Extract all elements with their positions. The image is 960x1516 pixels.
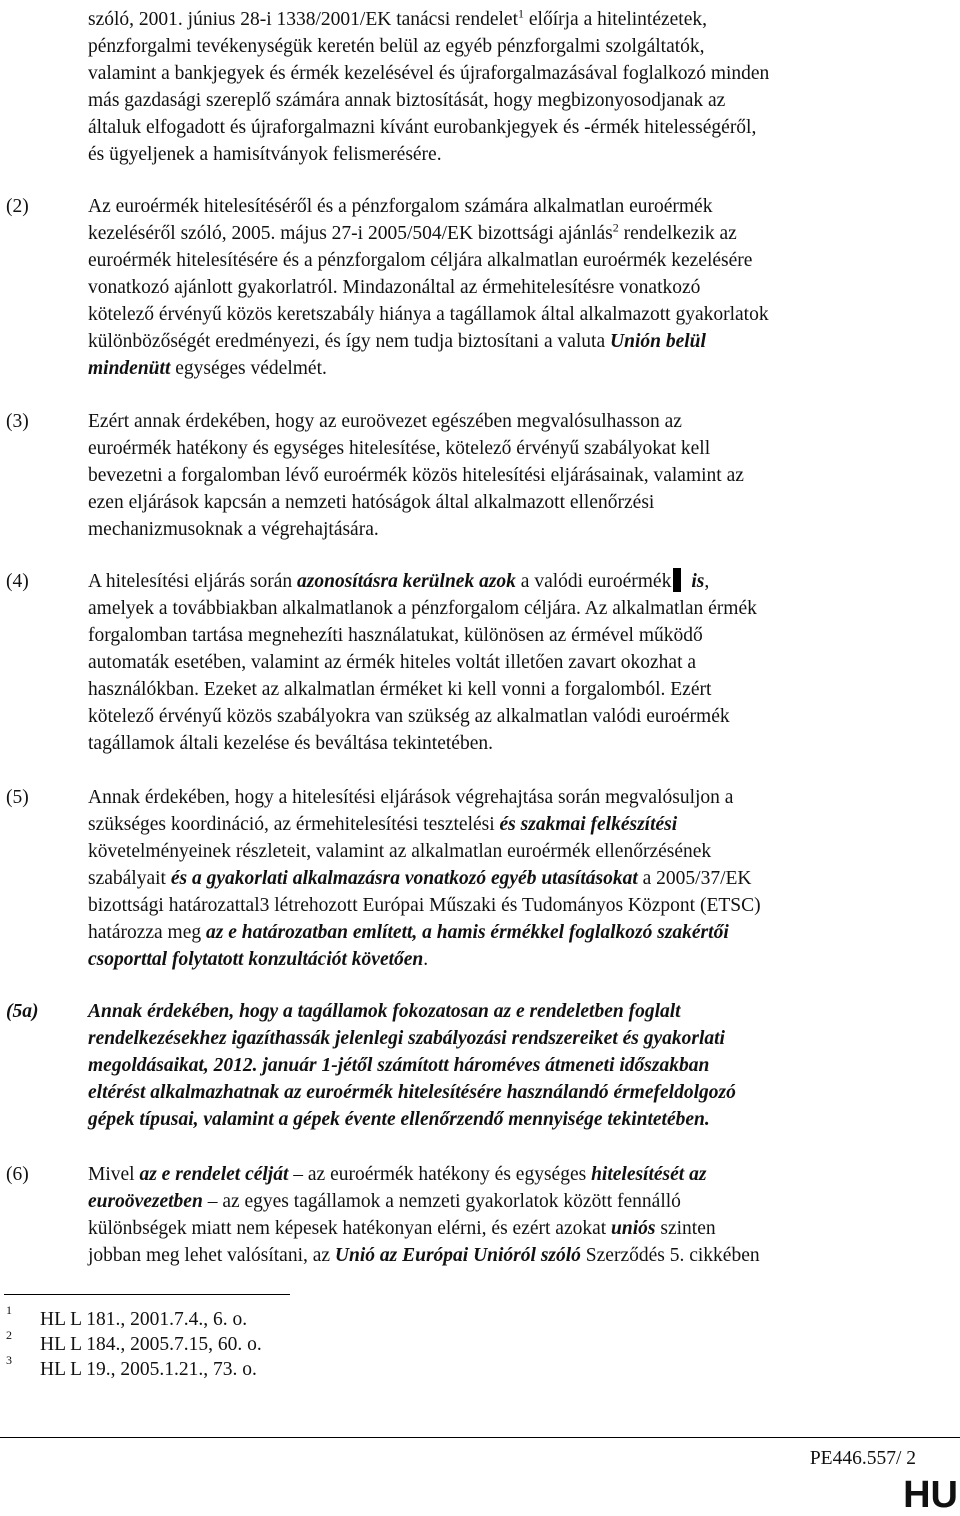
text-line: mechanizmusoknak a végrehajtására. <box>88 519 379 540</box>
text-span: a valódi euroérmék <box>515 571 672 592</box>
text-span: , <box>704 571 710 592</box>
text-line: forgalomban tartása megnehezíti használatukat, különösen az érmével működő <box>88 625 703 646</box>
text-span: előírja a hitelintézetek, <box>524 9 708 30</box>
emphasis-text: Unió az Európai Unióról szóló <box>334 1245 581 1266</box>
emphasis-text: euroövezetben <box>88 1191 203 1212</box>
footnote-separator <box>4 1294 290 1295</box>
footnote-text: HL L 184., 2005.7.15, 60. o. <box>40 1334 262 1355</box>
text-line: Ezért annak érdekében, hogy az euroövezet egészében megvalósulhasson az <box>88 411 682 432</box>
text-line <box>88 355 327 382</box>
text-line: megoldásaikat, 2012. január 1-jétől számított hároméves átmeneti időszakban <box>88 1055 710 1076</box>
footnote-text: HL L 181., 2001.7.4., 6. o. <box>40 1309 248 1330</box>
footnote-ref[interactable]: 2 <box>612 220 619 235</box>
emphasis-text: mindenütt <box>88 358 171 379</box>
text-line: bevezetni a forgalomban lévő euroérmék közös hitelesítési eljárásainak, valamint az <box>88 465 744 486</box>
text-line: bizottsági határozattal3 létrehozott Európai Műszaki és Tudományos Központ (ETSC) <box>88 895 761 916</box>
footnote-number: 1 <box>6 1303 12 1317</box>
paragraph-number: (6) <box>6 1164 29 1185</box>
text-line <box>88 1161 706 1188</box>
text-line <box>88 919 729 946</box>
text-line: eltérést alkalmazhatnak az euroérmék hitelesítésére használandó érmefeldolgozó <box>88 1082 736 1103</box>
emphasis-text: és a gyakorlati alkalmazásra vonatkozó egyéb utasításokat <box>170 868 638 889</box>
paragraph-number: (4) <box>6 571 29 592</box>
paragraph-number: (2) <box>6 196 29 217</box>
text-span: A hitelesítési eljárás során <box>88 571 298 592</box>
text-span: Mivel <box>88 1164 140 1185</box>
footer-separator <box>0 1437 960 1438</box>
text-span: rendelkezik az <box>618 223 737 244</box>
emphasis-text: az e határozatban említett, a hamis érmékkel foglalkozó szakértői <box>206 922 729 943</box>
footnote-ref[interactable]: 1 <box>518 6 525 21</box>
footnote-number: 3 <box>6 1353 12 1367</box>
footnote-text: HL L 19., 2005.1.21., 73. o. <box>40 1359 257 1380</box>
text-span: a 2005/37/EK <box>637 868 752 889</box>
text-line <box>88 1215 716 1242</box>
emphasis-text: az e rendelet célját <box>139 1164 289 1185</box>
document-reference: PE446.557/ 2 <box>809 1448 916 1469</box>
text-line: kötelező érvényű közös keretszabály hiánya a tagállamok által alkalmazott gyakorlatok <box>88 304 769 325</box>
text-span: jobban meg lehet valósítani, az <box>88 1245 335 1266</box>
text-span: – az euroérmék hatékony és egységes <box>288 1164 592 1185</box>
text-span: különbözőségét eredményezi, és így nem tudja biztosítani a valuta <box>88 331 611 352</box>
text-line: valamint a bankjegyek és érmék kezelésével és újraforgalmazásával foglalkozó minden <box>88 63 770 84</box>
text-span: határozza meg <box>88 922 207 943</box>
text-line: gépek típusai, valamint a gépek évente ellenőrzendő mennyisége tekintetében. <box>88 1109 710 1130</box>
emphasis-text: és szakmai felkészítési <box>499 814 678 835</box>
text-line: euroérmék hatékony és egységes hitelesítése, kötelező érvényű szabályokat kell <box>88 438 711 459</box>
text-line <box>88 220 737 247</box>
emphasis-text: csoporttal folytatott konzultációt követően <box>88 949 424 970</box>
text-span: . <box>423 949 429 970</box>
text-line: használókban. Ezeket az alkalmatlan érméket ki kell vonni a forgalomból. Ezért <box>88 679 712 700</box>
emphasis-text: hitelesítését az <box>591 1164 707 1185</box>
text-span: – az egyes tagállamok a nemzeti gyakorlatok között fennálló <box>202 1191 681 1212</box>
text-span: különbségek miatt nem képesek hatékonyan elérni, és ezért azokat <box>88 1218 612 1239</box>
footnote-number: 2 <box>6 1328 12 1342</box>
paragraph-number: (5a) <box>6 1001 39 1022</box>
text-line: kötelező érvényű közös szabályokra van szükség az alkalmatlan valódi euroérmék <box>88 706 730 727</box>
text-span: szükséges koordináció, az érmehitelesítési tesztelési <box>88 814 500 835</box>
text-line: amelyek a továbbiakban alkalmatlanok a pénzforgalom céljára. Az alkalmatlan érmék <box>88 598 757 619</box>
text-span: egységes védelmét. <box>170 358 327 379</box>
text-span: szóló, 2001. június 28-i 1338/2001/EK tanácsi rendelet <box>88 9 519 30</box>
text-line <box>88 946 428 973</box>
text-line: ezen eljárások kapcsán a nemzeti hatóságok által alkalmazott ellenőrzési <box>88 492 655 513</box>
text-span: kezeléséről szóló, 2005. május 27-i 2005/504/EK bizottsági ajánlás <box>88 223 613 244</box>
text-line <box>88 1188 681 1215</box>
emphasis-text: Unión belül <box>610 331 706 352</box>
paragraph-number: (5) <box>6 787 29 808</box>
text-line: rendelkezésekhez igazíthassák jelenlegi szabályozási rendszereiket és gyakorlati <box>88 1028 725 1049</box>
emphasis-text: uniós <box>611 1218 656 1239</box>
text-line: követelményeinek részleteit, valamint az alkalmatlan euroérmék ellenőrzésének <box>88 841 712 862</box>
text-line: Annak érdekében, hogy a hitelesítési eljárások végrehajtása során megvalósuljon a <box>88 787 734 808</box>
text-line: tagállamok általi kezelése és beváltása tekintetében. <box>88 733 493 754</box>
emphasis-text: is <box>691 571 705 592</box>
text-line: általuk elfogadott és újraforgalmazni kívánt eurobankjegyek és -érmék hitelességéről, <box>88 117 757 138</box>
text-line: pénzforgalmi tevékenységük keretén belül az egyéb pénzforgalmi szolgáltatók, <box>88 36 705 57</box>
text-span: szabályait <box>88 868 171 889</box>
text-line: Annak érdekében, hogy a tagállamok fokozatosan az e rendeletben foglalt <box>88 1001 681 1022</box>
text-span: Szerződés 5. cikkében <box>580 1245 760 1266</box>
language-code: HU <box>903 1474 958 1516</box>
text-line: euroérmék hitelesítésére és a pénzforgalom céljára alkalmatlan euroérmék kezelésére <box>88 250 753 271</box>
text-line: automaták esetében, valamint az érmék hiteles voltát illetően zavart okozhat a <box>88 652 697 673</box>
text-line <box>88 568 709 595</box>
text-line: Az euroérmék hitelesítéséről és a pénzforgalom számára alkalmatlan euroérmék <box>88 196 713 217</box>
text-line: vonatkozó ajánlott gyakorlatról. Mindazonáltal az érmehitelesítésre vonatkozó <box>88 277 701 298</box>
change-marker <box>673 568 681 592</box>
text-line <box>88 6 707 33</box>
text-line <box>88 328 706 355</box>
text-span: szinten <box>655 1218 716 1239</box>
text-line: más gazdasági szereplő számára annak biztosítását, hogy megbizonyosodjanak az <box>88 90 726 111</box>
paragraph-number: (3) <box>6 411 29 432</box>
text-line <box>88 865 752 892</box>
text-line <box>88 1242 760 1269</box>
emphasis-text: azonosításra kerülnek azok <box>297 571 516 592</box>
text-line <box>88 811 677 838</box>
text-line: és ügyeljenek a hamisítványok felismerésére. <box>88 144 442 165</box>
